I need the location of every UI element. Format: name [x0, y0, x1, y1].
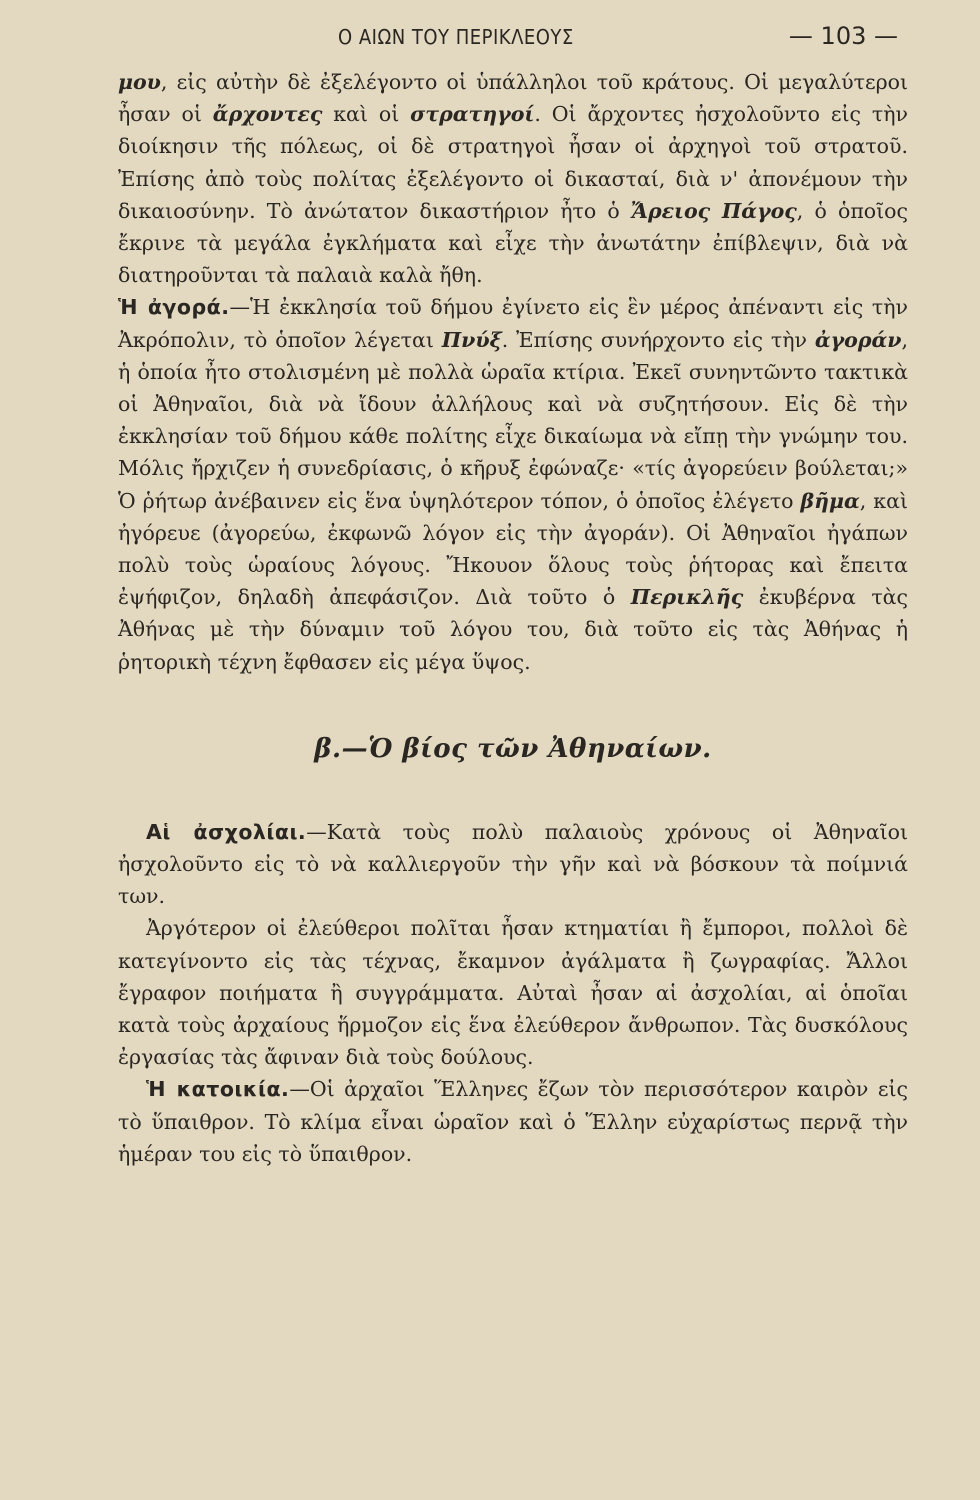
running-header: [118, 22, 908, 66]
lead-dwelling: Ἡ κατοικία.: [146, 1077, 290, 1102]
section-title: β.—Ὁ βίος τῶν Ἀθηναίων.: [314, 733, 712, 764]
text-run: —Ἡ ἐκκλησία τοῦ δήμου ἐγίνετο εἰς ἓν μέρος ἀπέναντι εἰς τὴν Ἀκρόπολιν, τὸ ὁποῖον λέγεται: [118, 295, 908, 352]
text-run: , εἰς αὐτὴν δὲ ἐξελέγοντο οἱ ὑπάλληλοι τοῦ κράτους. Οἱ μεγαλύτεροι ἦσαν οἱ: [118, 70, 908, 127]
paragraph-dwelling: [118, 1073, 908, 1170]
paragraph-government: [118, 66, 908, 291]
text-run: . Οἱ ἄρχοντες ἠσχολοῦντο εἰς τὴν διοίκησιν τῆς πόλεως, οἱ δὲ στρατηγοὶ ἦσαν οἱ ἀρχηγοὶ τοῦ στρατοῦ. Ἐπίσης ἀπὸ τοὺς πολίτας ἐξελέγοντο οἱ δικασταί, διὰ ν' ἀπονέμουν τὴν δικαιοσύνην. Τὸ ἀνώτατον δικαστήριον ἦτο ὁ: [118, 102, 909, 223]
term-agoran: ἀγοράν: [814, 327, 902, 352]
term-perikles: Περικλῆς: [630, 585, 744, 610]
term-strategoi: στρατηγοί: [410, 102, 535, 127]
lead-occupations: Αἱ ἀσχολίαι.: [146, 819, 307, 844]
page-number: — 103 —: [788, 22, 898, 50]
text-run: ἐκυβέρνα τὰς Ἀθήνας μὲ τὴν δύναμιν τοῦ λόγου του, διὰ τοῦτο εἰς τὰς Ἀθήνας ἡ ῥητορικὴ τέχνη ἔφθασεν εἰς μέγα ὕψος.: [118, 585, 908, 674]
paragraph-occupations: [118, 816, 908, 913]
text-run: , ὁ ὁποῖος ἔκρινε τὰ μεγάλα ἐγκλήματα καὶ εἶχε τὴν ἀνωτάτην ἐπίβλεψιν, διὰ νὰ διατηροῦνται τὰ παλαιὰ καλὰ ἤθη.: [118, 198, 909, 288]
paragraph-agora: [118, 291, 908, 677]
text-run: —Οἱ ἀρχαῖοι Ἕλληνες ἔζων τὸν περισσότερον καιρὸν εἰς τὸ ὕπαιθρον. Τὸ κλίμα εἶναι ὡραῖον καὶ ὁ Ἕλλην εὐχαρίστως περνᾷ τὴν ἡμέραν του εἰς τὸ ὕπαιθρον.: [118, 1077, 908, 1166]
term-mou: μου: [118, 70, 161, 94]
text-run: , καὶ ἠγόρευε (ἀγορεύω, ἐκφωνῶ λόγον εἰς τὴν ἀγοράν). Οἱ Ἀθηναῖοι ἠγάπων πολὺ τοὺς ὡραίους λόγους. Ἤκουον ὅλους τοὺς ῥήτορας καὶ ἔπειτα ἐψήφιζον, δηλαδὴ ἀπεφάσιζον. Διὰ τοῦτο ὁ: [118, 488, 908, 610]
text-run: . Ἐπίσης συνήρχοντο εἰς τὴν: [501, 327, 815, 352]
term-archontes: ἄρχοντες: [212, 102, 323, 127]
lead-agora: Ἡ ἀγορά.: [118, 295, 230, 320]
term-areios-pagos: Ἄρειος Πάγος: [630, 198, 797, 223]
text-run: καὶ οἱ: [322, 102, 411, 127]
running-title: Ο ΑΙΩΝ ΤΟΥ ΠΕΡΙΚΛΕΟΥΣ: [338, 25, 574, 49]
text-run: , ἡ ὁποία ἦτο στολισμένη μὲ πολλὰ ὡραῖα κτίρια. Ἐκεῖ συνηντῶντο τακτικὰ οἱ Ἀθηναῖοι, διὰ νὰ ἴδουν ἀλλήλους καὶ νὰ συζητήσουν. Εἰς δὲ τὴν ἐκκλησίαν τοῦ δήμου κάθε πολίτης εἶχε δικαίωμα νὰ εἴπῃ τὴν γνώμην του. Μόλις ἤρχιζεν ἡ συνεδρίασις, ὁ κῆρυξ ἐφώναζε· «τίς ἀγορεύειν βούλεται;» Ὁ ῥήτωρ ἀνέβαινεν εἰς ἕνα ὑψηλότερον τόπον, ὁ ὁποῖος ἐλέγετο: [118, 327, 908, 513]
term-pnyx: Πνύξ: [441, 327, 502, 352]
term-vima: βῆμα: [800, 488, 860, 513]
text-run: —Κατὰ τοὺς πολὺ παλαιοὺς χρόνους οἱ Ἀθηναῖοι ἠσχολοῦντο εἰς τὸ νὰ καλλιεργοῦν τὴν γῆν καὶ νὰ βόσκουν τὰ ποίμνιά των.: [118, 819, 908, 909]
paragraph-later-occupations: Ἀργότερον οἱ ἐλεύθεροι πολῖται ἦσαν κτηματίαι ἢ ἔμποροι, πολλοὶ δὲ κατεγίνοντο εἰς τὰς τέχνας, ἔκαμνον ἀγάλματα ἢ ζωγραφίας. Ἄλλοι ἔγραφον ποιήματα ἢ συγγράμματα. Αὐταὶ ἦσαν αἱ ἀσχολίαι, αἱ ὁποῖαι κατὰ τοὺς ἀρχαίους ἥρμοζον εἰς ἕνα ἐλεύθερον ἄνθρωπον. Τὰς δυσκόλους ἐργασίας τὰς ἄφιναν διὰ τοὺς δούλους.: [118, 916, 908, 1070]
